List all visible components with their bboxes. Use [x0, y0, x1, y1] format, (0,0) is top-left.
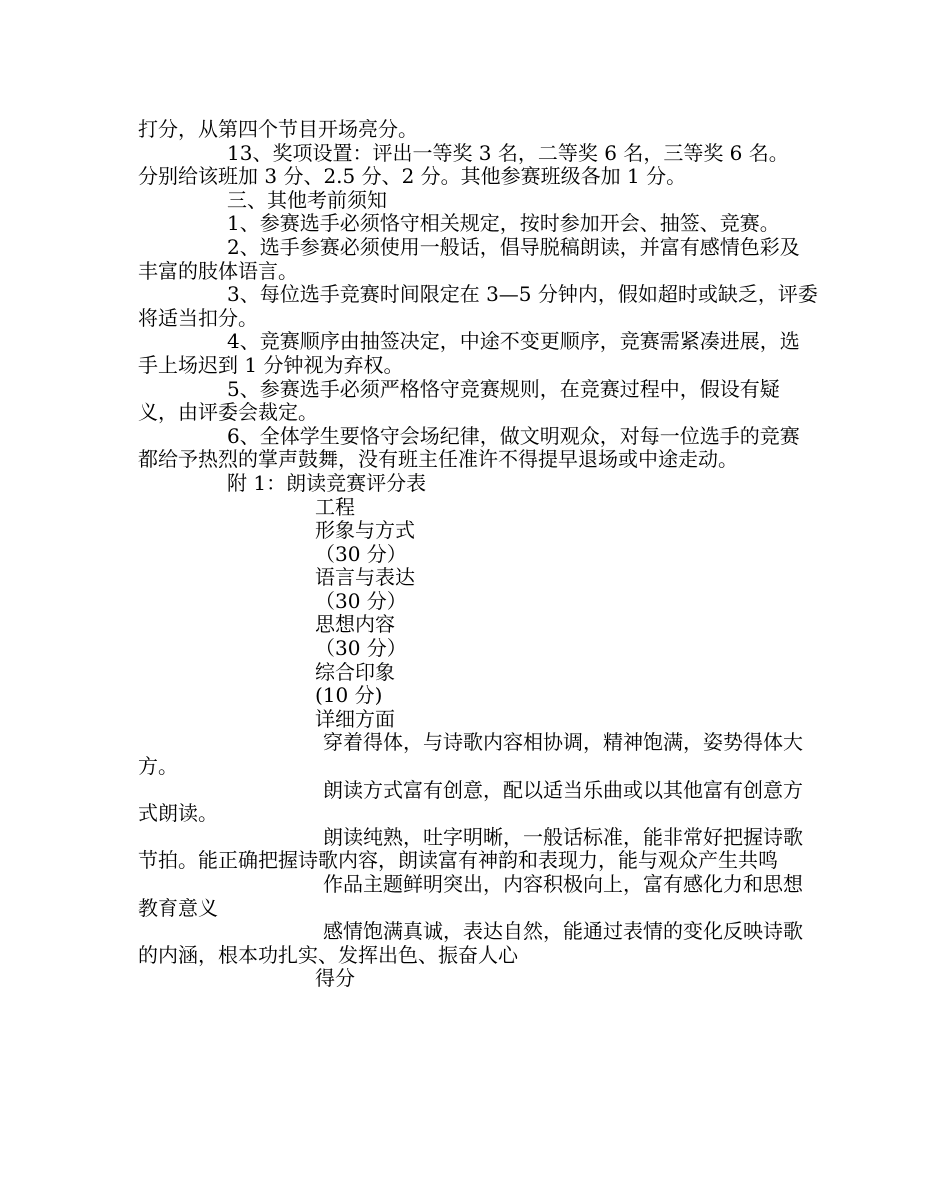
section-heading: 三、其他考前须知	[227, 187, 387, 212]
table-score-content: （30 分）	[315, 636, 407, 661]
text-line-3: 分别给该班加 3 分、2.5 分、2 分。其他参赛班级各加 1 分。	[138, 164, 687, 189]
table-header-score: 得分	[315, 966, 355, 991]
rule-4: 4、竞赛顺序由抽签决定，中途不变更顺序，竞赛需紧凑进展，选手上场迟到 1 分钟视为弃权。	[138, 329, 800, 377]
text-line-1: 打分，从第四个节目开场亮分。	[138, 117, 418, 141]
rule-6: 6、全体学生要恪守会场纪律，做文明观众，对每一位选手的竞赛都给予热烈的掌声鼓舞，没有班主任准许不得提早退场或中途走动。	[138, 423, 800, 472]
table-score-language: （30 分）	[315, 588, 407, 613]
table-header-image: 形象与方式	[315, 518, 415, 543]
table-score-impression: (10 分)	[315, 683, 383, 708]
table-header-language: 语言与表达	[315, 565, 415, 590]
table-header-project: 工程	[315, 494, 355, 519]
document-body	[138, 118, 818, 991]
text-line-2: 13、奖项设置：评出一等奖 3 名，二等奖 6 名，三等奖 6 名。	[227, 140, 789, 165]
detail-method: 朗读方式富有创意，配以适当乐曲或以其他富有创意方式朗读。	[138, 777, 803, 826]
table-header-details: 详细方面	[315, 706, 395, 731]
table-header-impression: 综合印象	[315, 659, 395, 684]
table-score-image: （30 分）	[315, 541, 407, 566]
detail-image: 穿着得体，与诗歌内容相协调，精神饱满，姿势得体大方。	[138, 730, 803, 779]
rule-5: 5、参赛选手必须严格恪守竞赛规则，在竞赛过程中，假设有疑义，由评委会裁定。	[138, 376, 780, 425]
rule-2: 2、选手参赛必须使用一般话，倡导脱稿朗读，并富有感情色彩及丰富的肢体语言。	[138, 234, 800, 283]
appendix-title: 附 1：朗读竞赛评分表	[227, 470, 427, 495]
detail-language: 朗读纯熟，吐字明晰，一般话标准，能非常好把握诗歌节拍。能正确把握诗歌内容，朗读富有神韵和表现力，能与观众产生共鸣	[138, 824, 803, 873]
detail-content: 作品主题鲜明突出，内容积极向上，富有感化力和思想教育意义	[138, 872, 803, 920]
rule-1: 1、参赛选手必须恪守相关规定，按时参加开会、抽签、竞赛。	[227, 211, 780, 236]
rule-3: 3、每位选手竞赛时间限定在 3—5 分钟内，假如超时或缺乏，评委将适当扣分。	[138, 282, 818, 330]
table-header-content: 思想内容	[315, 612, 395, 637]
detail-impression: 感情饱满真诚，表达自然，能通过表情的变化反映诗歌的内涵，根本功扎实、发挥出色、振奋人心	[138, 919, 803, 967]
